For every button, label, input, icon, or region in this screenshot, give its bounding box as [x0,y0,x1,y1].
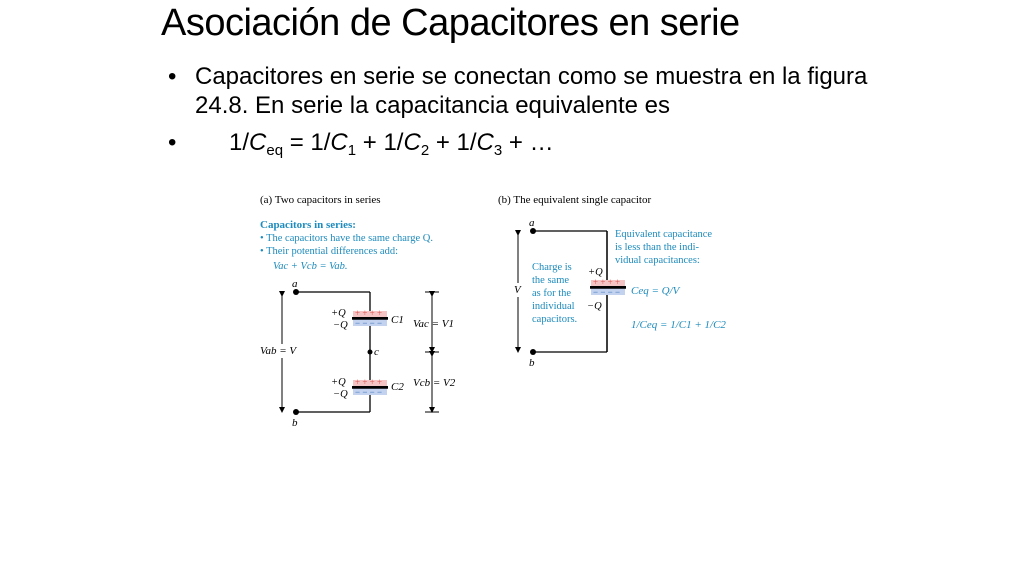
capacitor-c2 [331,377,404,400]
equivalent-capacitance-note [615,229,712,266]
panel-b [498,194,726,369]
svg-text:vidual capacitances:: vidual capacitances: [615,255,700,266]
c1-charge-neg: −Q [333,320,348,331]
ceq-charge-pos: +Q [588,267,603,278]
capacitor-figure [255,186,735,431]
bullet-list [168,62,868,165]
vac-label: Vac = V1 [413,318,455,330]
c2-minus-signs: − − − − [355,387,383,397]
panel-a-caption: (a) Two capacitors in series [260,194,381,206]
ceq-minus-signs: − − − − [593,287,621,297]
charge-note [532,262,577,325]
c1-minus-signs: − − − − [355,318,383,328]
panel-b-caption: (b) The equivalent single capacitor [498,194,652,206]
c2-charge-neg: −Q [333,389,348,400]
svg-text:individual: individual [532,301,575,312]
equivalent-capacitance-formula: $1/C_{eq} = 1/C_1 + 1/C_2 + 1/C_3$ + … [229,129,554,159]
panel-a-note-1: • The capacitors have the same charge Q. [260,233,433,244]
v-label: V [514,284,521,296]
label-b-equivalent: b [529,357,535,369]
svg-text:capacitors.: capacitors. [532,314,578,325]
svg-text:Charge is: Charge is [532,262,572,273]
reciprocal-equation: 1/Ceq = 1/C1 + 1/C2 [631,319,726,331]
panel-a-note-2: • Their potential differences add: [260,246,398,257]
label-a-equivalent: a [529,217,535,229]
c1-plus-signs: + + + + [355,308,383,318]
terminal-b-equivalent [530,349,536,355]
ceq-equation: Ceq = Q/V [631,285,680,297]
vab-label: Vab = V [260,345,297,357]
c1-label: C1 [391,314,404,326]
capacitor-c1 [331,308,404,331]
bullet-marker: • [168,129,177,156]
svg-text:is less than the indi-: is less than the indi- [615,242,699,253]
c1-charge-pos: +Q [331,308,346,319]
bullet-marker: • [168,63,177,90]
slide-title: Asociación de Capacitores en serie [161,2,740,44]
terminal-b [293,409,299,415]
svg-text:Equivalent capacitance: Equivalent capacitance [615,229,713,240]
panel-a-equation: Vac + Vcb = Vab. [273,261,348,272]
label-b: b [292,417,298,429]
c2-charge-pos: +Q [331,377,346,388]
c2-plus-signs: + + + + [355,377,383,387]
label-a: a [292,278,298,290]
node-c [368,350,373,355]
c2-label: C2 [391,381,404,393]
panel-a [259,194,456,429]
ceq-plus-signs: + + + + [593,277,621,287]
formula-item [168,128,868,157]
bullet-item [168,62,868,120]
ceq-charge-neg: −Q [587,301,602,312]
bullet-text: Capacitores en serie se conectan como se muestra en la figura 24.8. En serie la capacitancia equivalente es [195,63,868,119]
vcb-label: Vcb = V2 [413,377,456,389]
svg-text:the same: the same [532,275,570,286]
svg-text:as for the: as for the [532,288,572,299]
panel-a-heading: Capacitors in series: [260,219,356,231]
label-c: c [374,346,379,358]
